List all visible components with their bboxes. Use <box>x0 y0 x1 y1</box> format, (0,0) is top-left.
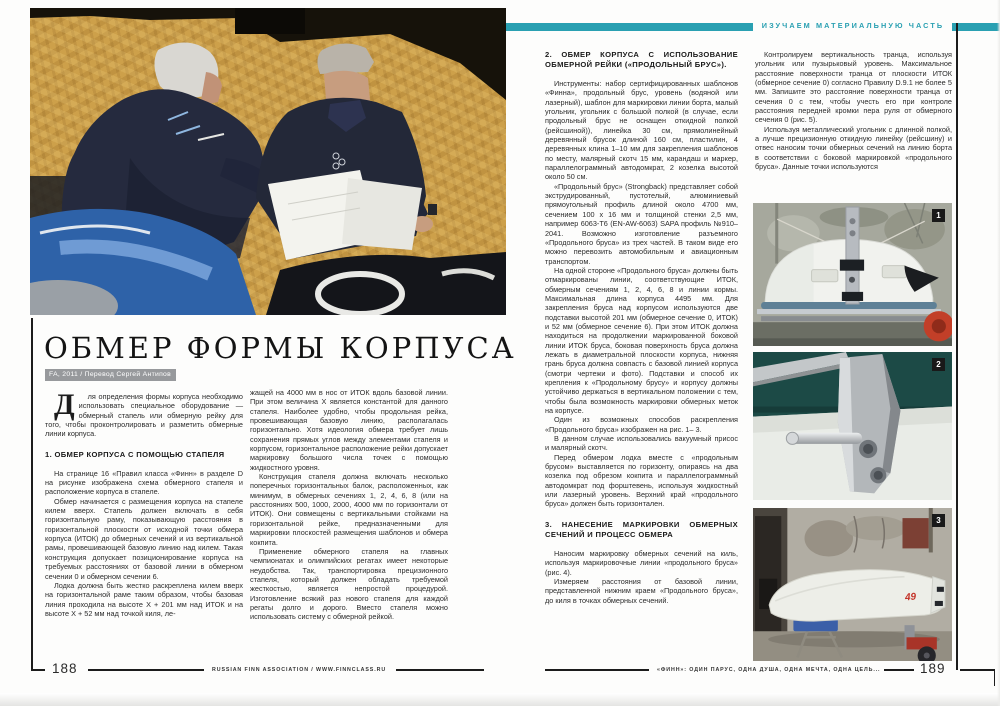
photo-measurers-discussing <box>30 8 506 315</box>
section-2-heading: 2. ОБМЕР КОРПУСА С ИСПОЛЬЗОВАНИЕ ОБМЕРНОЙ РЕЙКИ («ПРОДОЛЬНЫЙ БРУС»). <box>545 50 738 69</box>
left-page-column-2 <box>250 388 448 622</box>
figure-1-number-badge: 1 <box>932 209 945 222</box>
body-paragraph: жащей на 4000 мм в нос от ИТОК вдоль базовой линии. При этом величина X является константой для данного стапеля. Наиболее удобно, чтобы продольная рейка, провешивающая базовую линию, располагалась горизонтально. Хотя идеология обмера требует лишь сохранения прямых углов между элементами стапеля и корпусом, горизонтальное расположение рейки допускает маркировку большого числа точек с помощью жидкостного уровня. <box>250 388 448 472</box>
footer-motto-text: «ФИНН»: ОДИН ПАРУС, ОДНА ДУША, ОДНА МЕЧТА, ОДНА ЦЕЛЬ... <box>657 667 881 673</box>
left-page-column-1 <box>45 388 243 618</box>
left-corner-mark <box>31 669 45 671</box>
body-paragraph: Конструкция стапеля должна включать несколько поперечных горизонтальных балок, расположенных, как минимум, в обмерных сечениях 1, 2, 4, 6, 8 (или на расстояниях 500, 1000, 2000, 4000 мм по горизонтали от ИТОК). Они совмещены с вертикальными стойками на горизонтальной рейке, предназначенными для маркировки плоскостей размещения шаблонов и обмера кокпита. <box>250 472 448 547</box>
body-paragraph: Лодка должна быть жестко раскреплена килем вверх на горизонтальной раме таким образом, чтобы базовая линия проходила на высоте X + 201 мм над ИТОК и на высоте X + 52 мм над точкой киля, ле- <box>45 580 243 618</box>
figure-3-hull-number: 49 <box>904 591 917 604</box>
right-page-column-1 <box>545 50 738 605</box>
body-paragraph: Инструменты: набор сертифицированных шаблонов «Финна», продольный брус, уровень (водяной или лазерный), шаблон для маркировки линии борта, малый угольник, угольник с большой полкой (в случае, если продольный брус не оснащен откидной полкой (рейсшиной)), линейка 30 см, прямолинейный деревянный брусок длиной 160 см, пластилин, 4 деревянных клина 1–10 мм для закрепления шаблонов по месту, малярный скотч 15 мм, карандаш и маркер, параллелограммный автодомкрат, 2 козелка высотой около 50 см. <box>545 79 738 182</box>
body-paragraph: Применение обмерного стапеля на главных чемпионатах и олимпийских регатах имеет некоторые неудобства. Так, транспортировка прецизионного стапеля, который должен обладать требуемой жесткостью, является непростой процедурой. Изготовление всякий раз нового стапеля для каждой регаты долго и дорого. Вместо стапеля можно использовать систему с обмерной рейкой. <box>250 546 448 622</box>
article-title: ОБМЕР ФОРМЫ КОРПУСА <box>44 331 517 365</box>
photo-measurers-illustration <box>30 8 506 315</box>
figure-2-number-badge: 2 <box>932 358 945 371</box>
body-paragraph: Обмер начинается с размещения корпуса на стапеле килем вверх. Стапель должен включать в себя горизонтальную раму, показывающую расстояния в горизонтальной плоскости от исходной точки обмера корпуса (ИТОК) до обмерных сечений и из вертикальной рамы, провешивающей базовую линию над килем. Такая конструкция допускает позиционирование корпуса на требуемых расстояниях от базовой линии в обмерном сечении 0 и обмерном сечении 6. <box>45 496 243 581</box>
figure-1-transom-strongback <box>753 203 952 346</box>
page-number-left: 188 <box>52 661 78 676</box>
body-paragraph: Контролируем вертикальность транца, используя угольник или пузырьковый уровень. Максимальное расстояние поверхности транца от плоскости ИТОК (обмерное сечение 0) согласно Правилу D.9.1 не более 5 мм. Запишите это расстояние поверхности транца от сечения 0 с тем, чтобы учесть его при контроле расстояния передней кромки пера руля от обмерного сечения 0 (рис. 5). <box>755 50 952 125</box>
page-number-right: 189 <box>920 661 946 676</box>
article-byline: FA, 2011 / Перевод Сергей Антипов <box>45 369 176 381</box>
footer-rule <box>396 669 484 671</box>
figure-2-bracket-pin <box>753 352 952 500</box>
footer-rule <box>545 669 649 671</box>
left-margin-rule <box>31 318 33 671</box>
footer-rule <box>88 669 204 671</box>
intro-paragraph: Для определения формы корпуса необходимо использовать специальное оборудование — обмерный стапель или обмерную рейку для того, чтобы проконтролировать и разметить обмерные линии корпуса. <box>45 388 243 439</box>
right-page-column-2 <box>755 50 952 171</box>
section-1-heading: 1. ОБМЕР КОРПУСА С ПОМОЩЬЮ СТАПЕЛЯ <box>45 449 225 459</box>
body-paragraph: В данном случае использовались вакуумный присос и малярный скотч. <box>545 434 738 453</box>
body-paragraph: Наносим маркировку обмерных сечений на киль, используя маркировочные линии «продольного бруса» (рис. 4). <box>545 548 738 577</box>
figure-3-illustration <box>753 508 952 661</box>
footer-association-text: RUSSIAN FINN ASSOCIATION / WWW.FINNCLASS.RU <box>212 667 387 673</box>
body-paragraph: Перед обмером лодка вместе с «продольным брусом» выставляется по горизонту, опираясь на два козелка под обрезом кокпита и параллелограммный автодомкрат под форштевень, используя жидкостный или лазерный уровень. Верхний край «продольного бруса» должен быть горизонтален. <box>545 452 738 509</box>
body-paragraph: Измеряем расстояния от базовой линии, представленной нижним краем «Продольного бруса», до киля в точках обмерных сечений. <box>545 576 738 605</box>
figure-2-illustration <box>753 352 952 500</box>
right-corner-mark-v <box>994 669 996 686</box>
body-paragraph: «Продольный брус» (Strongback) представляет собой экструдированный, пустотелый, алюминиевый прямоугольный профиль длиной около 4700 мм, сечением 100 х 16 мм и толщиной стенки 2,5 мм, например 6063-Т6 (EN-AW-6063) SAPA профиль №910– 2041. Возможно изготовление разъемного «Продольного бруса» из трех частей. В таком виде его можно перевозить автомобильным и авиационным транспортом. <box>545 181 738 266</box>
footer-rule <box>884 669 914 671</box>
right-margin-rule <box>956 23 958 670</box>
section-3-heading: 3. НАНЕСЕНИЕ МАРКИРОВКИ ОБМЕРНЫХ СЕЧЕНИЙ И ПРОЦЕСС ОБМЕРА <box>545 519 738 539</box>
body-paragraph: На странице 16 «Правил класса «Финн» в разделе D на рисунке изображена схема обмерного стапеля и расположение корпуса в стапеле. <box>45 468 243 497</box>
section-label: ИЗУЧАЕМ МАТЕРИАЛЬНУЮ ЧАСТЬ <box>761 21 945 30</box>
body-paragraph: На одной стороне «Продольного бруса» должны быть отмаркированы линии, соответствующие ИТОК, обмерным сечениям 1, 2, 4, 6, 8 и линии кормы. Максимальная длина корпуса 4495 мм. Для закрепления бруса над корпусом используются две подставки высотой 201 мм (обмерное сечение 0, ИТОК) и 52 мм (обмерное сечение 6). При этом ИТОК должна находиться на продолжении маркированной боковой линии ИТОК бруса, боковая поверхность бруса должна лежать в диаметральной плоскости корпуса, нижняя грань бруса должна совпасть с базовой линией корпуса (смотри чертежи и фото). Подставки и способ их крепления к «Продольному брусу» и корпусу должны устойчиво держаться в вертикальном положении с тем, чтобы была возможность маркировки обмерных меток на корпусе. <box>545 265 738 416</box>
figure-3-hull-on-trestles <box>753 508 952 661</box>
header-teal-bar-right <box>952 23 1000 31</box>
right-corner-mark-h <box>960 669 995 671</box>
page-bottom-edge <box>0 693 1000 706</box>
header-teal-bar-left <box>506 23 753 31</box>
body-paragraph: Используя металлический угольник с длинной полкой, а лучше прецизионную откидную линейку (рейсшину) и отвес наносим точки обмерных сечений на линию борта в соответствии с боковой маркировкой «продольного бруса». Данные точки используются <box>755 124 952 172</box>
figure-1-illustration <box>753 203 952 346</box>
figure-3-number-badge: 3 <box>932 514 945 527</box>
body-paragraph: Один из возможных способов раскрепления «Продольного бруса» изображен на рис. 1– 3. <box>545 415 738 434</box>
